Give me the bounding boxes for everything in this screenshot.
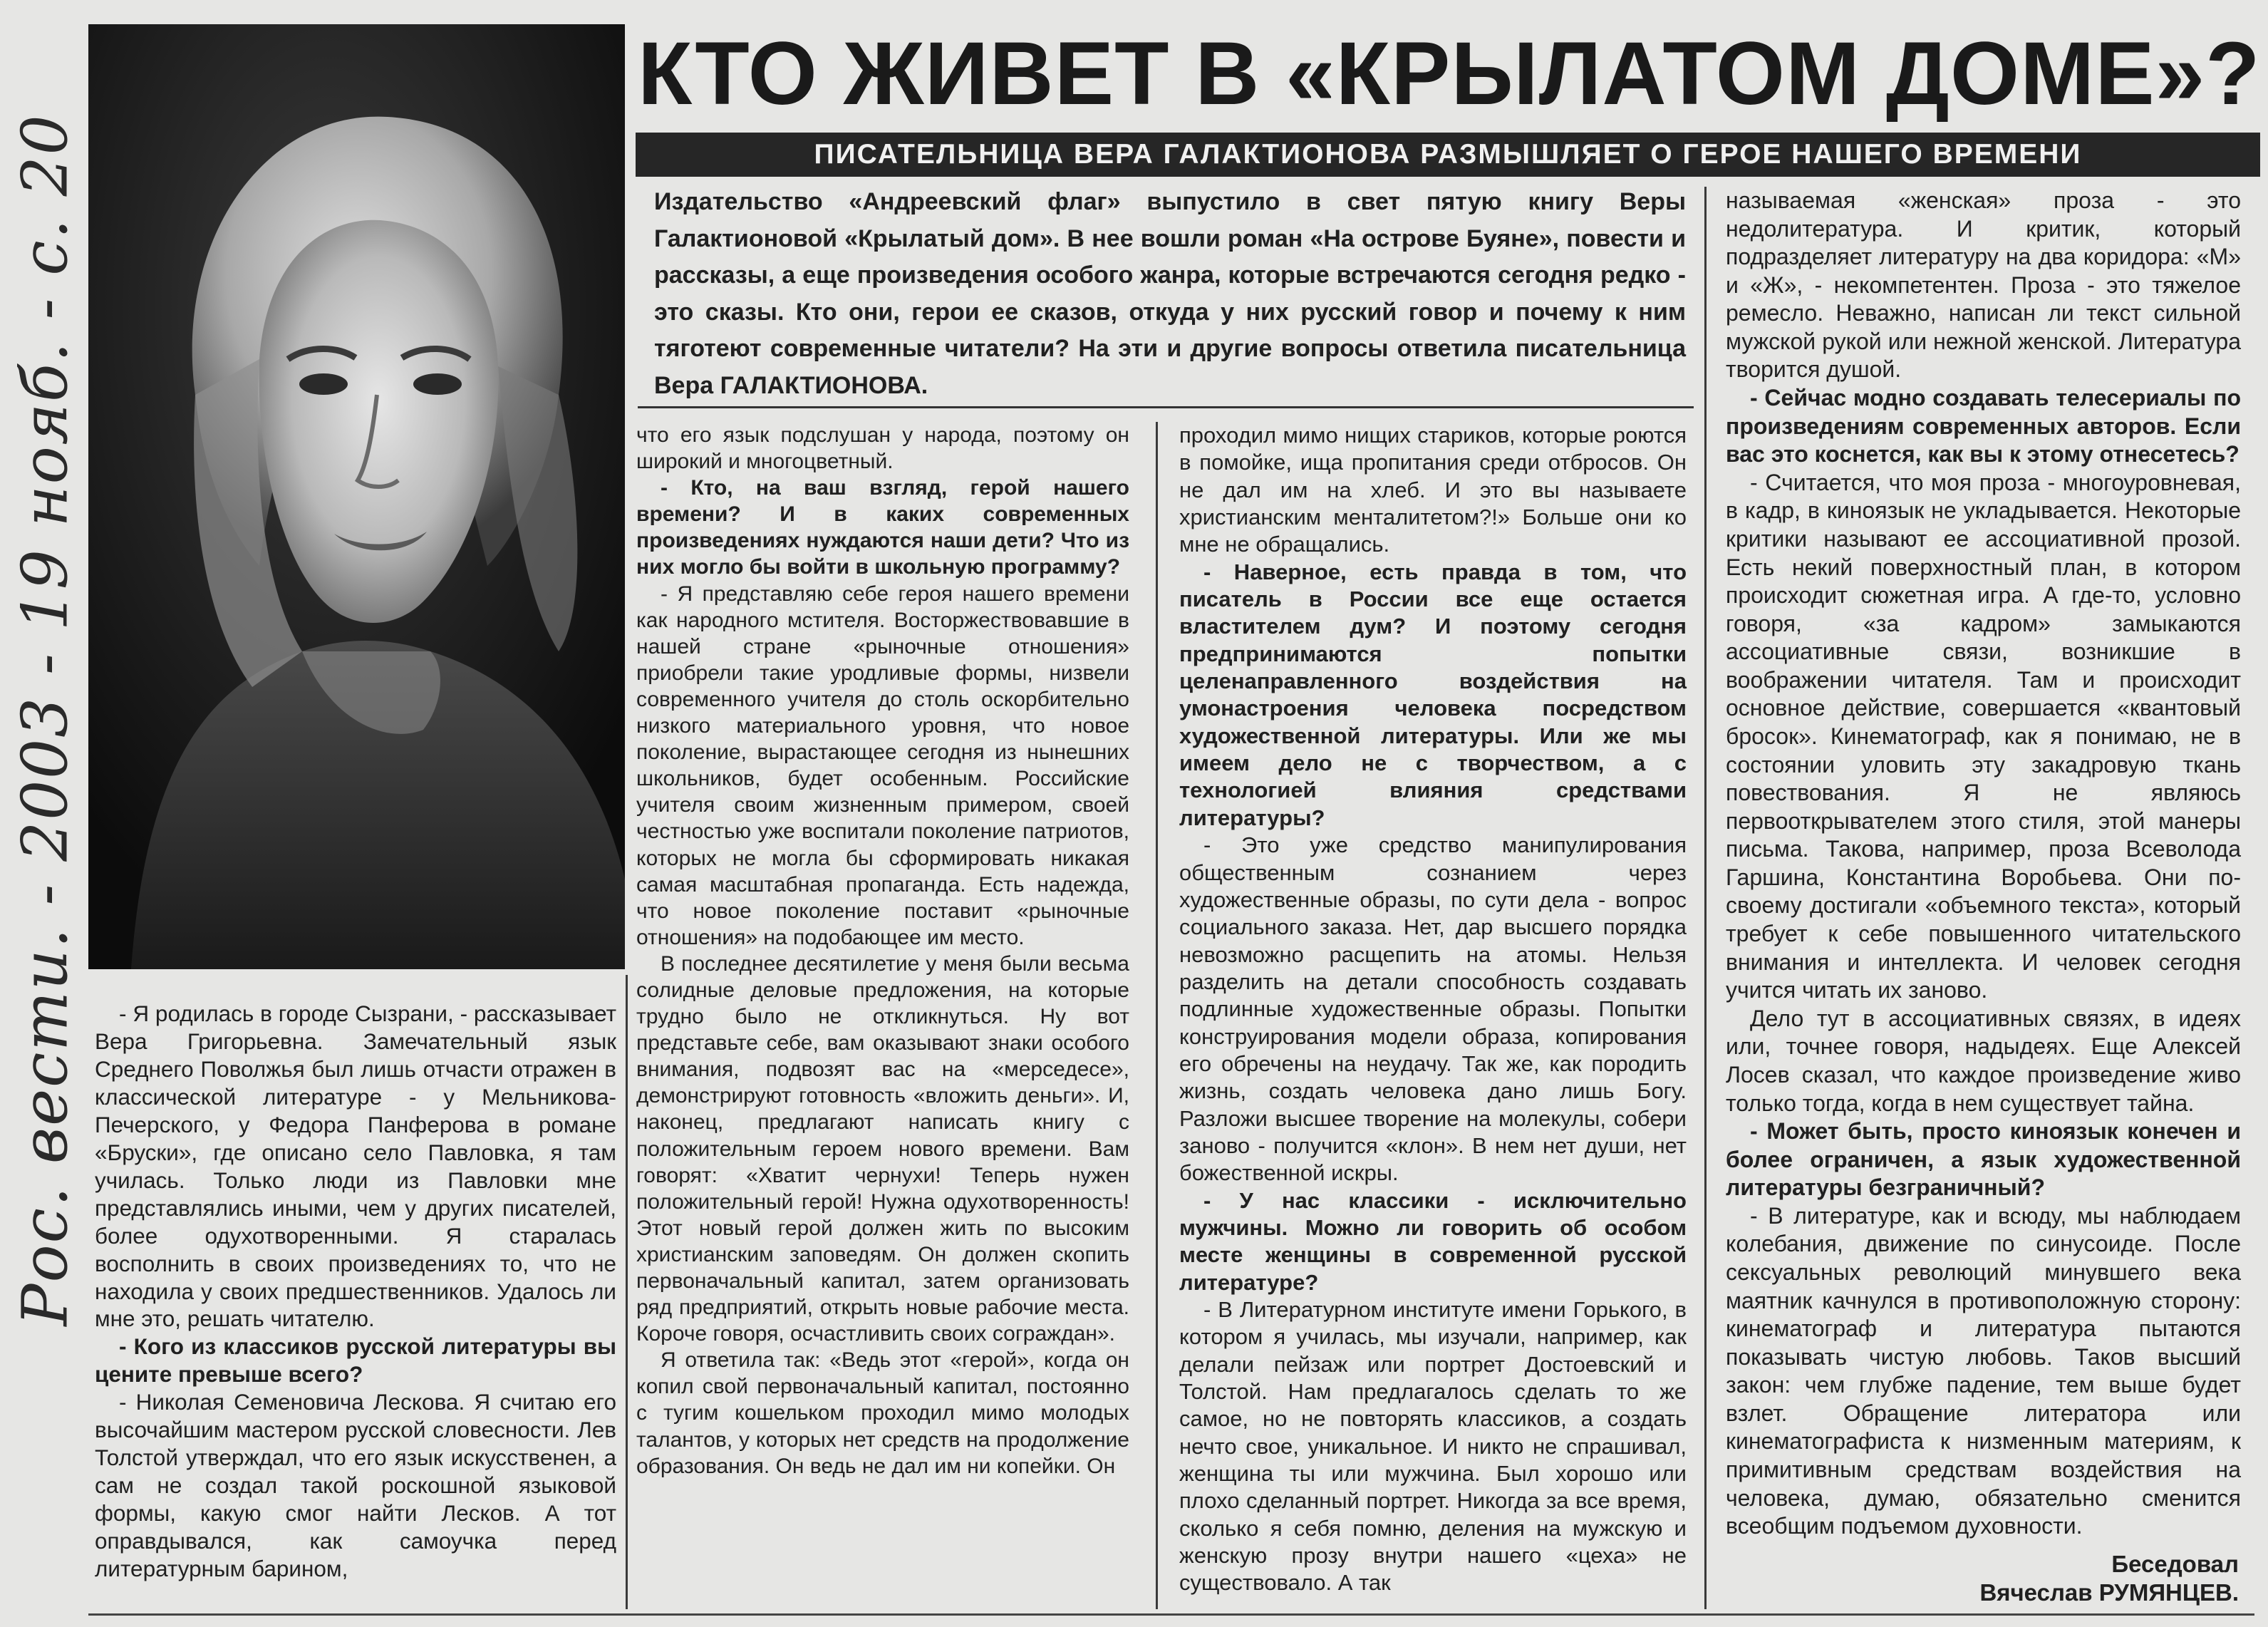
article-column-4 xyxy=(1726,187,2241,1541)
subheadline-bar: ПИСАТЕЛЬНИЦА ВЕРА ГАЛАКТИОНОВА РАЗМЫШЛЯЕТ О ГЕРОЕ НАШЕГО ВРЕМЕНИ xyxy=(636,133,2260,177)
column-divider xyxy=(1156,422,1158,1609)
question-paragraph: - Сейчас модно создавать телесериалы по произведениям современных авторов. Если вас это коснется, как вы к этому отнесетесь? xyxy=(1726,385,2241,468)
headline: КТО ЖИВЕТ В «КРЫЛАТОМ ДОМЕ»? xyxy=(638,24,2261,123)
column-divider xyxy=(626,975,628,1609)
answer-paragraph: называемая «женская» проза - это недолитература. И критик, который подразделяет литературу на два коридора: «М» и «Ж», - некомпетентен. Проза - это тяжелое ремесло. Неважно, написан ли текст сильной мужской рукой или нежной женской. Литература творится душой. xyxy=(1726,187,2241,383)
question-paragraph: - У нас классики - исключительно мужчины. Можно ли говорить об особом месте женщины в современной русской литературе? xyxy=(1179,1187,1687,1295)
answer-paragraph: - Николая Семеновича Лескова. Я считаю его высочайшим мастером русской словесности. Лев Толстой утверждал, что его язык искусственен, а сам не создал такой роскошной языковой формы, какую смог найти Лесков. А тот оправдывался, как самоучка перед литературным барином, xyxy=(95,1389,616,1582)
author-portrait-photo xyxy=(88,24,625,969)
answer-paragraph: - В литературе, как и всюду, мы наблюдаем колебания, движение по синусоиде. После сексуальных революций минувшего века маятник качнулся в противоположную сторону: кинематограф и литература пытаются показывать чистую любовь. Таков высший закон: чем глубже падение, тем выше будет взлет. Обращение литератора или кинематографиста к низменным материям, к примитивным средствам воздействия на человека, думаю, обязательно сменится всеобщим подъемом духовности. xyxy=(1726,1202,2241,1539)
answer-paragraph: Дело тут в ассоциативных связях, в идеях или, точнее говоря, надыдеях. Еще Алексей Лосев сказал, что каждое произведение живо только тогда, когда в нем существует тайна. xyxy=(1726,1005,2241,1116)
credit-name: Вячеслав РУМЯНЦЕВ. xyxy=(1979,1579,2239,1606)
answer-paragraph: что его язык подслушан у народа, поэтому он широкий и многоцветный. xyxy=(636,423,1129,474)
answer-paragraph: В последнее десятилетие у меня были весьма солидные деловые предложения, на которые трудно было не откликнуться. Ну вот представьте себе, вам оказывают знаки особого внимания, подвозят вас на «мерседесе», демонстрируют готовность «вложить деньги». И, наконец, предлагают написать книгу с положительным героем нового времени. Вам говорят: «Хватит чернухи! Теперь нужен положительный герой! Нужна одухотворенность! Этот новый герой должен жить по высоким христианским заповедям. Он должен скопить первоначальный капитал, затем организовать ряд предприятий, открыть новые рабочие места. Короче говоря, осчастливить своих сограждан». xyxy=(636,951,1129,1346)
question-paragraph: - Может быть, просто киноязык конечен и более ограничен, а язык художественной литературы безграничный? xyxy=(1726,1118,2241,1201)
question-paragraph: - Кто, на ваш взгляд, герой нашего времени? И в каких современных произведениях нуждаются наши дети? Что из них могло бы войти в школьную программу? xyxy=(636,476,1129,579)
lead-paragraph: Издательство «Андреевский флаг» выпустило в свет пятую книгу Веры Галактионовой «Крылатый дом». В нее вошли роман «На острове Буяне», повести и рассказы, а еще произведения особого жанра, которые встречаются сегодня редко - это сказы. Кто они, герои ее сказов, откуда у них русский говор и почему к ним тяготеют современные читатели? На эти и другие вопросы ответила писательница Вера ГАЛАКТИОНОВА. xyxy=(654,188,1686,399)
portrait-illustration xyxy=(88,24,625,969)
question-paragraph: - Наверное, есть правда в том, что писатель в России все еще остается властителем дум? И поэтому сегодня предпринимаются попытки целенаправленного воздействия на умонастроения человека посредством художественной литературы. Или же мы имеем дело не с творчеством, а с технологией влияния средствами литературы? xyxy=(1179,559,1687,830)
article-column-2 xyxy=(636,422,1129,1479)
question-paragraph: - Кого из классиков русской литературы вы цените превыше всего? xyxy=(95,1333,616,1388)
answer-paragraph: - Я родилась в городе Сызрани, - рассказывает Вера Григорьевна. Замечательный язык Среднего Поволжья был лишь отчасти отражен в классической литературе - у Мельникова-Печерского, у Федора Панферова в романе «Бруски», где описано село Павловка, я там училась. Только люди из Павловки мне представлялись иными, чем у других писателей, более одухотворенными. Я старалась восполнить в своих произведениях то, что не находила у своих предшественников. Удалось ли мне это, решать читателю. xyxy=(95,1001,616,1332)
answer-paragraph: - Я представляю себе героя нашего времени как народного мстителя. Восторжествовавшие в нашей стране «рыночные отношения» приобрели такие уродливые формы, низвели современного учителя до столь оскорбительно низкого материального уровня, что новое поколение, вырастающее сегодня из нынешних школьников, будет особенным. Российские учителя своим жизненным примером, своей честностью уже воспитали поколение патриотов, которых не могла бы сформировать никакая самая масштабная пропаганда. Есть надежда, что новое поколение поставит «рыночные отношения» на подобающее им место. xyxy=(636,582,1129,949)
column-divider xyxy=(1704,187,1707,1609)
answer-paragraph: Я ответила так: «Ведь этот «герой», когда он копил свой первоначальный капитал, постоянно с тугим кошельком проходил мимо молодых талантов, у которых нет средств на продолжение образования. Он ведь не дал им ни копейки. Он xyxy=(636,1348,1129,1478)
answer-paragraph: - Это уже средство манипулирования общественным сознанием через художественные образы, по сути дела - вопрос социального заказа. Нет, дар высшего порядка невозможно расщепить на атомы. Нельзя разделить на детали способность создавать подлинные художественные образы. Попытки конструирования модели образа, копирования его обречены на неудачу. Так же, как породить жизнь, создать человека дано лишь Богу. Разложи высшее творение на молекулы, собери заново - получится «клон». В нем нет души, нет божественной искры. xyxy=(1179,832,1687,1186)
lead-divider xyxy=(638,406,1694,408)
answer-paragraph: проходил мимо нищих стариков, которые роются в помойке, ища пропитания среди отбросов. Он не дал им на хлеб. И это вы называете христианским менталитетом?!» Больше они ко мне не обращались. xyxy=(1179,423,1687,557)
answer-paragraph: - Считается, что моя проза - многоуровневая, в кадр, в киноязык не укладывается. Некоторые критики называют ее ассоциативной прозой. Есть некий поверхностный план, в котором происходит сюжетная игра. А где-то, условно говоря, «за кадром» замыкаются ассоциативные связи, возникшие в воображении читателя. Там и происходит основное действие, совершается «квантовый бросок». Кинематограф, как я понимаю, не в состоянии уловить эту закадровую ткань повествования. Я не являюсь первооткрывателем этого стиля, этой манеры письма. Такова, например, проза Всеволода Гаршина, Константина Воробьева. Они по-своему достигали «объемного текста», который требует к себе повышенного читательского внимания и интеллекта. И человек сегодня учится читать их заново. xyxy=(1726,469,2241,1003)
interviewer-credit xyxy=(1726,1550,2239,1607)
article-column-3 xyxy=(1179,422,1687,1597)
handwritten-source-note xyxy=(6,113,84,1326)
article-column-1 xyxy=(95,1000,616,1583)
handwritten-source-note-text: Рос. вести. - 2003 - 19 нояб. - с. 20 xyxy=(8,113,82,1326)
answer-paragraph: - В Литературном институте имени Горького, в котором я училась, мы изучали, например, как делали пейзаж или портрет Достоевский и Толстой. Нам предлагалось сделать то же самое, но не повторять классиков, а создать нечто свое, уникальное. И никто не спрашивал, женщина ты или мужчина. Был хорошо или плохо сделанный портрет. Никогда за все время, сколько я себя помню, деления на мужскую и женскую прозу внутри нашего «цеха» не существовало. А так xyxy=(1179,1297,1687,1596)
credit-line: Беседовал xyxy=(2111,1551,2239,1577)
bottom-divider xyxy=(88,1613,2254,1616)
